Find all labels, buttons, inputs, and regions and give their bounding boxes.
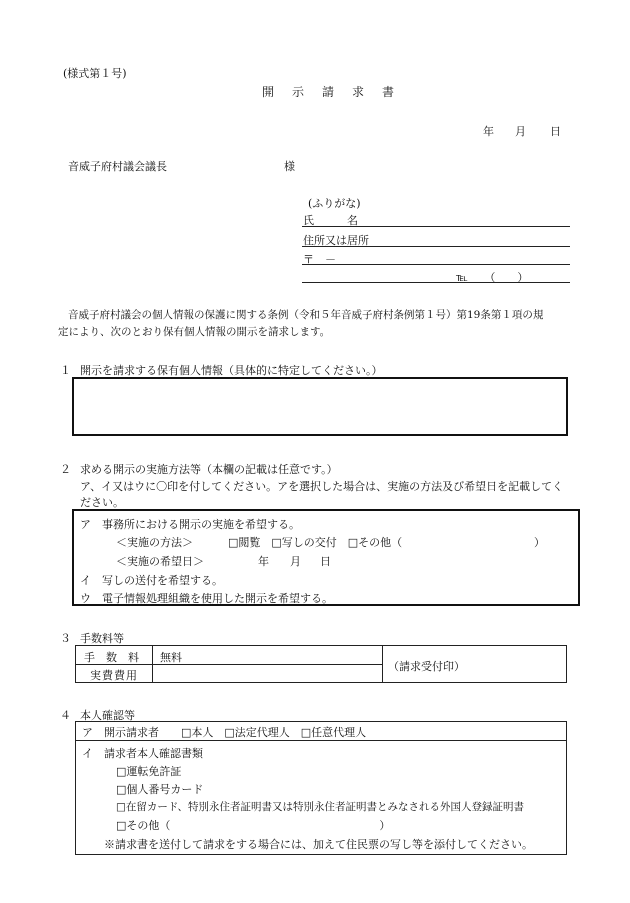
section4-number: ４ bbox=[60, 709, 71, 722]
address-field-line[interactable] bbox=[302, 246, 570, 247]
name-label: 氏 名 bbox=[303, 214, 358, 227]
addressee-name: 音威子府村議会議長 bbox=[68, 160, 167, 173]
doc-residence-card[interactable]: □在留カード、特別永住者証明書又は特別永住者証明書とみなされる外国人登録証明書 bbox=[116, 801, 524, 813]
postal-label: 〒 － bbox=[303, 253, 336, 266]
section3-heading: 手数料等 bbox=[80, 632, 124, 645]
cost-label: 実費費用 bbox=[90, 669, 138, 682]
fee-table bbox=[75, 645, 567, 683]
date-day[interactable]: 日 bbox=[550, 125, 561, 138]
section2-note-line1: ア、イ又はウに〇印を付してください。アを選択した場合は、実施の方法及び希望日を記載してく bbox=[80, 480, 564, 493]
wish-day[interactable]: 日 bbox=[320, 555, 331, 568]
doc-drivers-license[interactable]: □運転免許証 bbox=[116, 765, 182, 778]
section2-options-box bbox=[72, 509, 580, 606]
method-label: ＜実施の方法＞ bbox=[116, 536, 193, 549]
section1-input-box[interactable] bbox=[72, 377, 568, 436]
fee-value: 無料 bbox=[160, 651, 182, 664]
tel-label: ℡ （ ） bbox=[456, 271, 529, 284]
requester-type-row[interactable]: ア 開示請求者 □本人 □法定代理人 □任意代理人 bbox=[82, 726, 367, 739]
method-options[interactable]: □閲覧 □写しの交付 □その他（ bbox=[228, 536, 403, 549]
fee-label: 手 数 料 bbox=[84, 651, 139, 664]
addressee-honorific: 様 bbox=[284, 160, 295, 173]
doc-my-number-card[interactable]: □個人番号カード bbox=[116, 783, 204, 796]
wish-year[interactable]: 年 bbox=[258, 555, 269, 568]
date-year[interactable]: 年 bbox=[483, 125, 494, 138]
date-month[interactable]: 月 bbox=[515, 125, 526, 138]
section1-number: １ bbox=[60, 364, 71, 377]
method-close: ） bbox=[534, 536, 545, 549]
reception-stamp-label: （請求受付印） bbox=[388, 660, 465, 673]
identity-table bbox=[75, 721, 567, 855]
intro-text-line1: 音威子府村議会の個人情報の保護に関する条例（令和５年音威子府村条例第１号）第19条第１項の規 bbox=[68, 309, 544, 321]
postal-field-line[interactable] bbox=[302, 264, 570, 265]
id-docs-heading: イ 請求者本人確認書類 bbox=[82, 747, 203, 760]
form-id: (様式第１号) bbox=[63, 67, 127, 80]
intro-text-line2: 定により、次のとおり保有個人情報の開示を請求します。 bbox=[58, 326, 331, 338]
section2-note-line2: ださい。 bbox=[80, 496, 124, 509]
section2-heading: 求める開示の実施方法等（本欄の記載は任意です。） bbox=[80, 463, 338, 476]
name-field[interactable] bbox=[302, 226, 570, 227]
tel-field-line[interactable] bbox=[302, 282, 570, 283]
option-u[interactable]: ウ 電子情報処理組織を使用した開示を希望する。 bbox=[80, 592, 333, 605]
doc-other[interactable]: □その他（ ） bbox=[116, 819, 391, 832]
wish-month[interactable]: 月 bbox=[290, 555, 301, 568]
section4-heading: 本人確認等 bbox=[80, 709, 135, 722]
option-i[interactable]: イ 写しの送付を希望する。 bbox=[80, 574, 223, 587]
footnote: ※請求書を送付して請求をする場合には、加えて住民票の写し等を添付してください。 bbox=[104, 838, 533, 851]
address-label: 住所又は居所 bbox=[303, 234, 369, 247]
option-a[interactable]: ア 事務所における開示の実施を希望する。 bbox=[80, 518, 300, 531]
section2-number: ２ bbox=[60, 463, 71, 476]
section3-number: ３ bbox=[60, 632, 71, 645]
page-title: 開 示 請 求 書 bbox=[262, 85, 398, 99]
section1-heading: 開示を請求する保有個人情報（具体的に特定してください。） bbox=[80, 364, 383, 377]
date-wish-label: ＜実施の希望日＞ bbox=[116, 555, 204, 568]
furigana-label: (ふりがな) bbox=[308, 197, 361, 210]
